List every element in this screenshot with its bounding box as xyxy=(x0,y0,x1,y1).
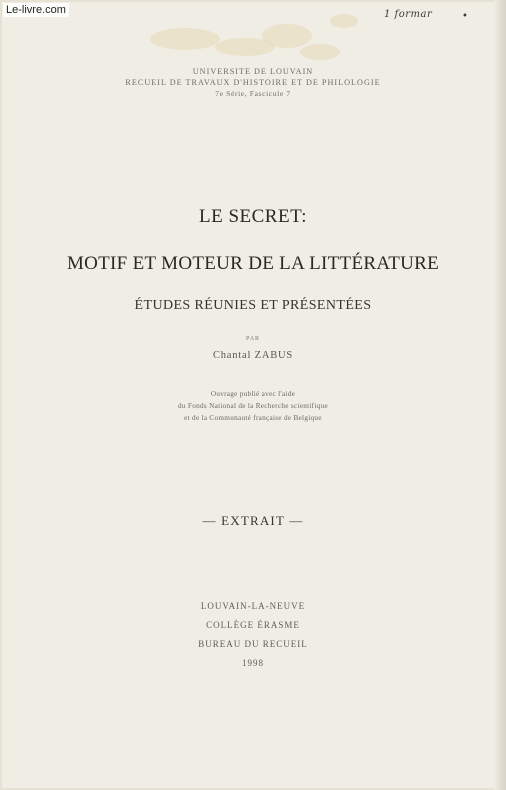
university-line: UNIVERSITE DE LOUVAIN xyxy=(192,67,314,76)
imprint-block xyxy=(0,597,506,673)
foxing-stain xyxy=(150,28,220,50)
title-line-2: MOTIF ET MOTEUR DE LA LITTÉRATURE xyxy=(66,253,440,274)
collection-line: RECUEIL DE TRAVAUX D'HISTOIRE ET DE PHILOLOGIE xyxy=(125,78,381,87)
handwritten-mark: • xyxy=(462,11,469,22)
funding-line-2: du Fonds National de la Recherche scientifique xyxy=(178,402,328,410)
imprint-year: 1998 xyxy=(242,658,264,668)
by-label: PAR xyxy=(245,336,261,342)
series-heading xyxy=(0,66,506,99)
handwritten-note xyxy=(384,9,469,22)
imprint-city: LOUVAIN-LA-NEUVE xyxy=(200,601,306,611)
site-watermark: Le-livre.com xyxy=(3,3,69,17)
foxing-stain xyxy=(300,44,340,60)
foxing-stain xyxy=(262,24,312,48)
imprint-college: COLLÈGE ÉRASME xyxy=(206,620,300,630)
title-line-1: LE SECRET: xyxy=(198,206,308,227)
subtitle: ÉTUDES RÉUNIES ET PRÉSENTÉES xyxy=(134,298,372,313)
funding-line-1: Ouvrage publié avec l'aide xyxy=(210,390,296,398)
funding-line-3: et de la Communauté française de Belgique xyxy=(184,414,322,422)
series-volume-line: 7e Série, Fascicule 7 xyxy=(215,89,291,98)
imprint-bureau: BUREAU DU RECUEIL xyxy=(198,639,308,649)
author-name: Chantal ZABUS xyxy=(212,350,294,361)
foxing-stain xyxy=(330,14,358,28)
handwritten-text: 1 formar xyxy=(384,9,433,20)
funding-note xyxy=(0,388,506,424)
extract-label: — EXTRAIT — xyxy=(202,513,304,528)
